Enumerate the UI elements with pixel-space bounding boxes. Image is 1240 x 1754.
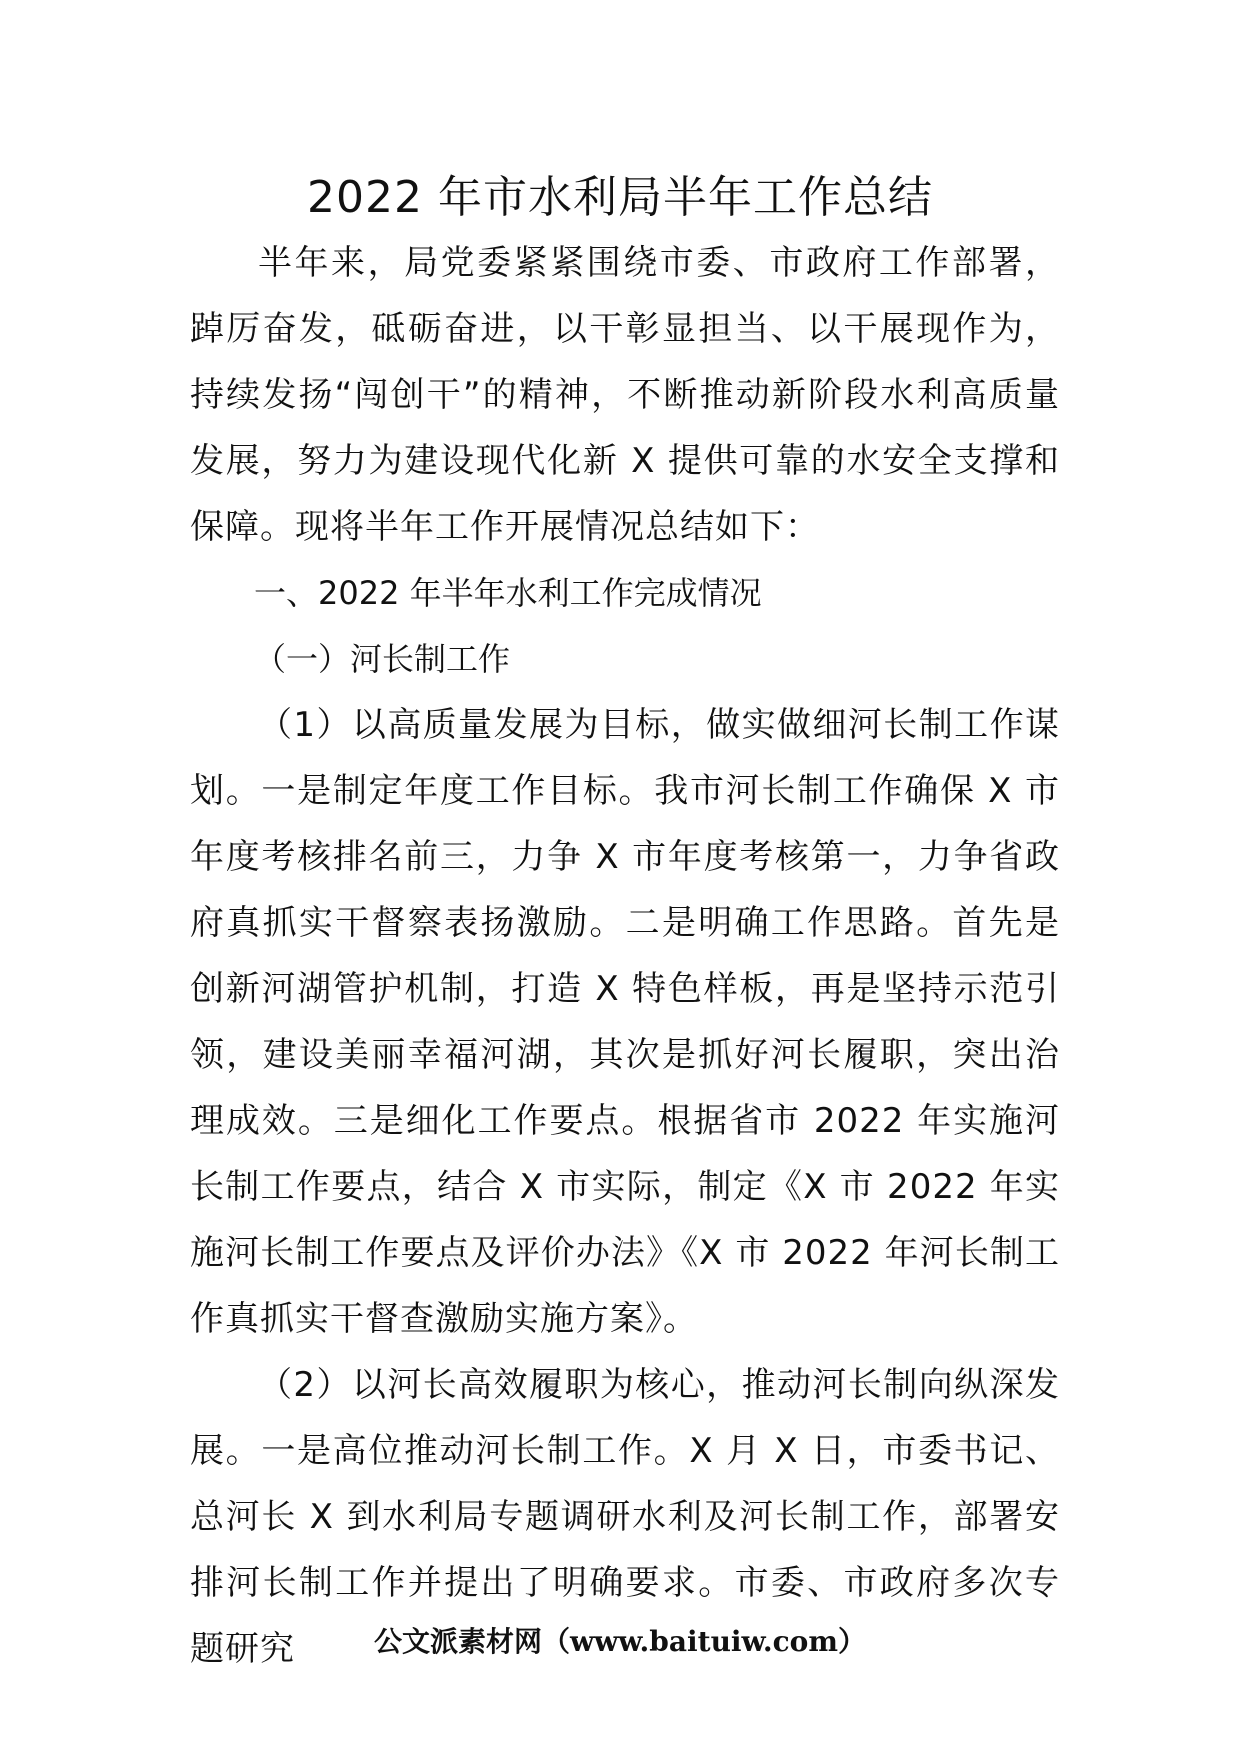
body-paragraph-1: （1）以高质量发展为目标，做实做细河长制工作谋划。一是制定年度工作目标。我市河长制工作确保 X 市年度考核排名前三，力争 X 市年度考核第一，力争省政府真抓实干督察表扬激励。二是明确工作思路。首先是创新河湖管护机制，打造 X 特色样板，再是坚持示范引领，建设美丽幸福河湖，其次是抓好河长履职，突出治理成效。三是细化工作要点。根据省市 2022 年实施河长制工作要点，结合 X 市实际，制定《X 市 2022 年实施河长制工作要点及评价办法》《X 市 2022 年河长制工作真抓实干督查激励实施方案》。	[190, 705, 1060, 1339]
document-body	[190, 230, 1060, 1682]
section-heading-1: 一、2022 年半年水利工作完成情况	[254, 574, 762, 612]
document-title: 2022 年市水利局半年工作总结	[307, 172, 933, 223]
footer-watermark: 公文派素材网（www.baituiw.com）	[374, 1625, 866, 1658]
body-paragraph-2: （2）以河长高效履职为核心，推动河长制向纵深发展。一是高位推动河长制工作。X 月 X 日，市委书记、总河长 X 到水利局专题调研水利及河长制工作，部署安排河长制工作并提出了明确要求。市委、市政府多次专题研究	[190, 1365, 1060, 1669]
intro-paragraph: 半年来，局党委紧紧围绕市委、市政府工作部署，踔厉奋发，砥砺奋进，以干彰显担当、以干展现作为，持续发扬“闯创干”的精神，不断推动新阶段水利高质量发展，努力为建设现代化新 X 提供可靠的水安全支撑和保障。现将半年工作开展情况总结如下：	[190, 243, 1060, 547]
subsection-heading-1: （一）河长制工作	[254, 640, 511, 678]
